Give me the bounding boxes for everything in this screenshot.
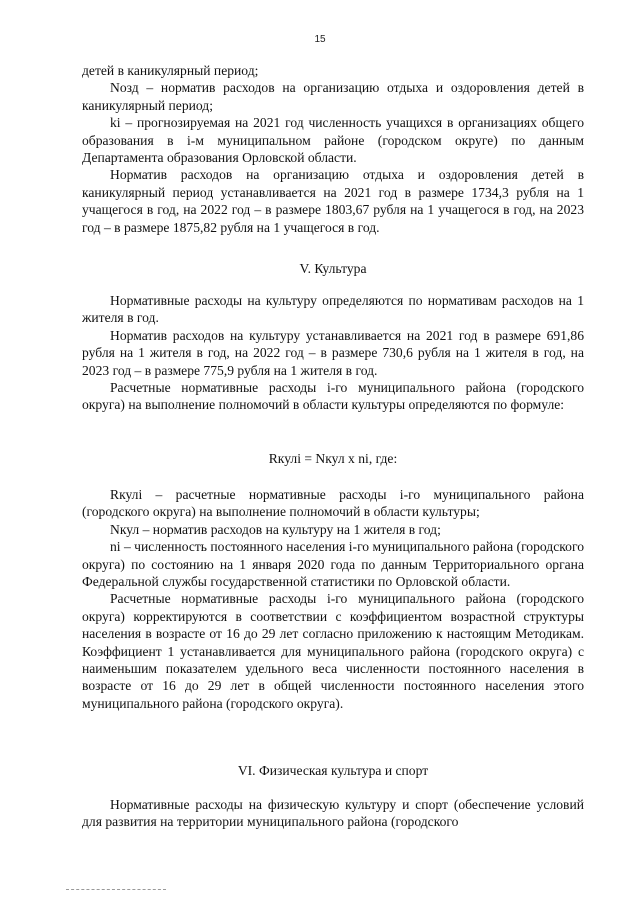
section-5-paragraph-1: Нормативные расходы на культуру определяются по нормативам расходов на 1 жителя в год. (82, 293, 584, 326)
section-6-heading: VI. Физическая культура и спорт (237, 763, 429, 778)
intro-paragraph-1: детей в каникулярный период; (82, 63, 259, 78)
intro-paragraph-2: Nозд – норматив расходов на организацию отдыха и оздоровления детей в каникулярный период; (82, 80, 584, 113)
section-5-paragraph-7: Расчетные нормативные расходы i-го муниципального района (городского округа) корректируются в соответствии с коэффициентом возрастной структуры населения в возрасте от 16 до 29 лет согласно приложению к настоящим Методикам. Коэффициент 1 устанавливается для муниципального района (городского округа) с наименьшим показателем удельного веса численности постоянного населения в возрасте от 16 до 29 лет в общей численности постоянного населения этого муниципального района (городского округа). (82, 591, 584, 711)
section-5-paragraph-2: Норматив расходов на культуру устанавливается на 2021 год в размере 691,86 рубля на 1 жителя в год, на 2022 год – в размере 730,6 рубля на 1 жителя в год, на 2023 год – в размере 775,9 рубля на 1 жителя в год. (82, 327, 584, 378)
section-5-heading: V. Культура (299, 261, 367, 276)
intro-paragraph-3: ki – прогнозируемая на 2021 год численность учащихся в организациях общего образования в i-м муниципальном районе (городском округе) по данным Департамента образования Орловской области. (82, 115, 584, 166)
section-5-paragraph-5: Nкул – норматив расходов на культуру на 1 жителя в год; (110, 521, 441, 537)
formula: Rкулi = Nкул x ni, где: (268, 451, 398, 466)
intro-paragraph-4: Норматив расходов на организацию отдыха и оздоровления детей в каникулярный период устанавливается на 2021 год в размере 1734,3 рубля на 1 учащегося в год, на 2022 год – в размере 1803,67 рубля на 1 учащегося в год, на 2023 год – в размере 1875,82 рубля на 1 учащегося в год. (82, 167, 584, 235)
footer-divider (66, 889, 166, 890)
intro-block (82, 62, 584, 236)
section-6-paragraph-1: Нормативные расходы на физическую культуру и спорт (обеспечение условий для развития на территории муниципального района (городского (82, 797, 584, 830)
section-5-paragraph-3: Расчетные нормативные расходы i-го муниципального района (городского округа) на выполнение полномочий в области культуры определяются по формуле: (82, 380, 584, 413)
section-5-paragraph-4: Rкулi – расчетные нормативные расходы i-го муниципального района (городского округа) на выполнение полномочий в области культуры; (82, 487, 584, 520)
section-5-block-b (82, 486, 584, 712)
section-6-block (82, 796, 584, 831)
page-number: 15 (314, 34, 326, 45)
section-5-paragraph-6: ni – численность постоянного населения i-го муниципального района (городского округа) по состоянию на 1 января 2020 года по данным Территориального органа Федеральной службы государственной статистики по Орловской области. (82, 539, 584, 590)
section-5-block-a (82, 292, 584, 414)
